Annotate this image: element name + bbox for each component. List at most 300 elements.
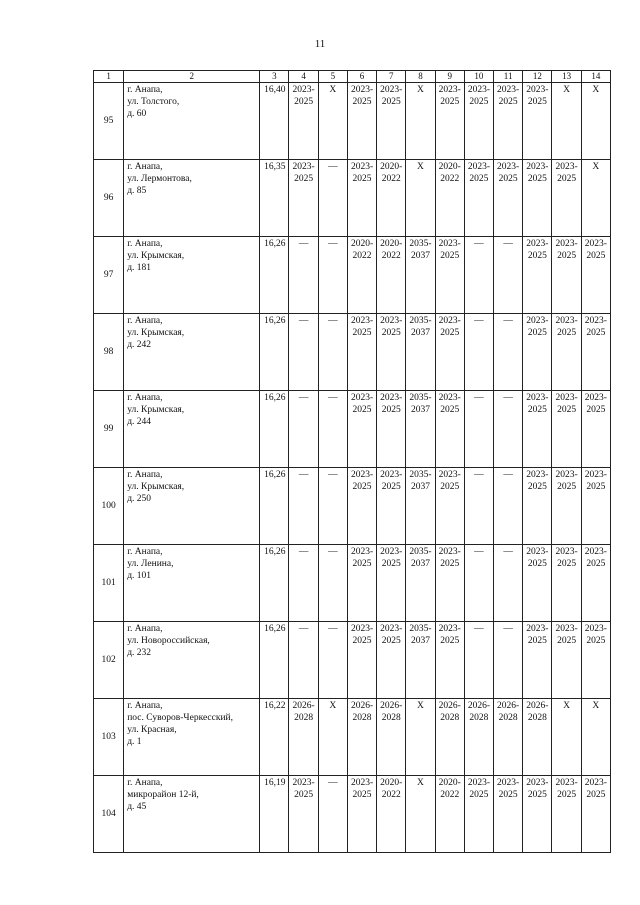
- period-cell: [581, 237, 610, 314]
- address-line: д. 101: [127, 571, 152, 581]
- period-line: 2023-: [350, 778, 374, 788]
- period-cell: [523, 699, 552, 776]
- period-line: 2023-: [438, 470, 461, 480]
- period-cell: [552, 237, 581, 314]
- row-number: 100: [94, 468, 124, 545]
- row-number: 98: [94, 314, 124, 391]
- period-line: 2023-: [380, 85, 403, 95]
- period-line: 2023-: [526, 316, 549, 326]
- period-line: 2023-: [438, 85, 461, 95]
- period-line: 2028: [381, 713, 401, 723]
- period-line: —: [474, 624, 484, 634]
- period-line: 2023-: [350, 393, 374, 403]
- period-line: 2025: [440, 251, 460, 261]
- period-cell: [377, 83, 406, 160]
- period-line: —: [503, 316, 513, 326]
- page-number: 11: [314, 38, 326, 50]
- period-line: 2025: [440, 482, 460, 492]
- period-cell: [464, 314, 493, 391]
- period-cell: [435, 83, 464, 160]
- period-line: 2026-: [380, 701, 403, 711]
- period-line: —: [503, 470, 513, 480]
- period-line: 2025: [352, 482, 372, 492]
- period-line: 2025: [557, 559, 577, 569]
- period-cell: [494, 237, 523, 314]
- period-cell: [523, 391, 552, 468]
- period-line: 2023-: [350, 547, 374, 557]
- period-line: 2023-: [555, 162, 578, 172]
- period-cell: [377, 776, 406, 853]
- period-cell: [347, 468, 376, 545]
- period-cell: [581, 468, 610, 545]
- period-line: 2037: [410, 636, 430, 646]
- period-line: 2025: [440, 328, 460, 338]
- period-line: —: [503, 239, 513, 249]
- period-line: —: [328, 316, 338, 326]
- period-line: 2028: [469, 713, 489, 723]
- address-line: г. Анапа,: [127, 316, 163, 326]
- table-row: [94, 622, 611, 699]
- period-line: 2025: [352, 97, 372, 107]
- period-cell: [464, 468, 493, 545]
- period-line: 2025: [527, 559, 547, 569]
- period-cell: [318, 83, 347, 160]
- period-line: 2020-: [350, 239, 374, 249]
- period-line: 2023-: [467, 162, 490, 172]
- period-cell: [347, 391, 376, 468]
- table-row: [94, 776, 611, 853]
- period-cell: [406, 545, 435, 622]
- period-line: X: [563, 85, 570, 95]
- period-line: 2025: [381, 97, 401, 107]
- period-line: 2023-: [584, 624, 607, 634]
- address-line: г. Анапа,: [127, 239, 163, 249]
- period-line: 2022: [381, 174, 401, 184]
- address-line: ул. Крымская,: [127, 251, 185, 261]
- address-line: ул. Новороссийская,: [127, 636, 210, 646]
- period-cell: [406, 391, 435, 468]
- period-line: 2025: [527, 97, 547, 107]
- period-line: 2025: [586, 251, 606, 261]
- period-line: 2023-: [292, 85, 315, 95]
- period-line: 2023-: [438, 239, 461, 249]
- period-line: 2025: [586, 790, 606, 800]
- period-line: —: [298, 316, 309, 326]
- period-line: 2035-: [409, 624, 432, 634]
- address-cell: [124, 699, 260, 776]
- period-line: 2023-: [526, 393, 549, 403]
- period-cell: [318, 545, 347, 622]
- period-line: 2025: [557, 174, 577, 184]
- period-line: 2025: [498, 790, 518, 800]
- row-number: 104: [94, 776, 124, 853]
- period-cell: [552, 699, 581, 776]
- period-cell: [318, 391, 347, 468]
- period-line: 2023-: [584, 239, 607, 249]
- period-cell: [552, 468, 581, 545]
- period-line: 2025: [440, 636, 460, 646]
- period-line: 2023-: [380, 624, 403, 634]
- period-line: X: [592, 85, 600, 95]
- period-cell: [406, 468, 435, 545]
- period-cell: [581, 699, 610, 776]
- address-line: г. Анапа,: [127, 701, 163, 711]
- period-line: 2026-: [497, 701, 520, 711]
- column-header: 2: [124, 71, 260, 83]
- period-cell: [347, 314, 376, 391]
- period-line: —: [474, 316, 484, 326]
- period-line: 2023-: [350, 316, 374, 326]
- period-line: —: [328, 547, 338, 557]
- period-cell: [289, 545, 318, 622]
- value-cell: 16,40: [260, 83, 289, 160]
- address-line: г. Анапа,: [127, 393, 163, 403]
- period-cell: [289, 699, 318, 776]
- period-line: 2023-: [438, 624, 461, 634]
- address-cell: [124, 83, 260, 160]
- period-line: 2023-: [350, 85, 374, 95]
- period-cell: [552, 776, 581, 853]
- period-line: 2035-: [409, 393, 432, 403]
- address-line: д. 244: [127, 417, 152, 427]
- period-line: 2023-: [584, 393, 607, 403]
- period-cell: [377, 237, 406, 314]
- period-line: X: [592, 162, 600, 172]
- period-cell: [435, 776, 464, 853]
- column-header: 7: [377, 71, 406, 83]
- period-cell: [552, 545, 581, 622]
- address-line: д. 45: [127, 802, 147, 812]
- period-line: 2026-: [526, 701, 549, 711]
- address-cell: [124, 237, 260, 314]
- period-line: 2025: [557, 328, 577, 338]
- address-cell: [124, 314, 260, 391]
- period-line: 2025: [557, 251, 577, 261]
- period-line: 2026-: [438, 701, 461, 711]
- period-line: 2035-: [409, 470, 432, 480]
- row-number: 95: [94, 83, 124, 160]
- period-cell: [494, 776, 523, 853]
- period-line: 2023-: [380, 470, 403, 480]
- row-number: 102: [94, 622, 124, 699]
- period-line: —: [503, 547, 513, 557]
- period-line: 2028: [498, 713, 518, 723]
- value-cell: 16,19: [260, 776, 289, 853]
- period-line: 2022: [440, 790, 460, 800]
- period-line: —: [298, 239, 309, 249]
- period-cell: [581, 545, 610, 622]
- period-line: 2023-: [380, 393, 403, 403]
- period-line: 2023-: [292, 778, 315, 788]
- period-cell: [289, 776, 318, 853]
- address-line: г. Анапа,: [127, 547, 163, 557]
- period-line: X: [417, 778, 424, 788]
- table-row: [94, 391, 611, 468]
- period-line: 2023-: [526, 624, 549, 634]
- period-line: 2035-: [409, 316, 432, 326]
- period-cell: [406, 699, 435, 776]
- period-line: 2026-: [350, 701, 374, 711]
- period-cell: [377, 699, 406, 776]
- address-line: ул. Ленина,: [127, 559, 174, 569]
- period-line: 2025: [557, 482, 577, 492]
- address-line: д. 232: [127, 648, 152, 658]
- column-header: 3: [260, 71, 289, 83]
- value-cell: 16,26: [260, 622, 289, 699]
- period-line: —: [503, 624, 513, 634]
- period-cell: [494, 83, 523, 160]
- period-cell: [406, 314, 435, 391]
- period-line: 2025: [381, 636, 401, 646]
- period-line: 2037: [410, 251, 430, 261]
- table-header-row: [94, 71, 611, 83]
- period-line: 2025: [557, 790, 577, 800]
- period-cell: [289, 391, 318, 468]
- period-cell: [435, 545, 464, 622]
- period-line: 2025: [527, 174, 547, 184]
- period-cell: [289, 237, 318, 314]
- period-cell: [464, 160, 493, 237]
- address-line: ул. Крымская,: [127, 482, 185, 492]
- address-line: д. 242: [127, 340, 152, 350]
- address-line: д. 60: [127, 109, 147, 119]
- period-cell: [347, 83, 376, 160]
- row-number: 99: [94, 391, 124, 468]
- table-row: [94, 160, 611, 237]
- row-number: 101: [94, 545, 124, 622]
- period-cell: [377, 314, 406, 391]
- period-line: —: [298, 393, 309, 403]
- period-line: 2028: [440, 713, 460, 723]
- value-cell: 16,26: [260, 391, 289, 468]
- period-cell: [406, 237, 435, 314]
- period-line: 2025: [440, 97, 460, 107]
- value-cell: 16,26: [260, 468, 289, 545]
- period-cell: [552, 314, 581, 391]
- period-line: 2035-: [409, 239, 432, 249]
- period-line: 2023-: [497, 778, 520, 788]
- period-cell: [406, 83, 435, 160]
- address-line: ул. Крымская,: [127, 328, 185, 338]
- period-line: —: [474, 470, 484, 480]
- period-line: 2025: [557, 636, 577, 646]
- period-line: 2025: [527, 405, 547, 415]
- period-line: 2025: [527, 328, 547, 338]
- period-line: 2023-: [555, 624, 578, 634]
- period-line: 2025: [527, 251, 547, 261]
- period-cell: [581, 391, 610, 468]
- period-line: —: [328, 393, 338, 403]
- period-line: —: [474, 547, 484, 557]
- period-line: —: [298, 547, 309, 557]
- period-line: 2023-: [350, 624, 374, 634]
- period-line: 2023-: [438, 316, 461, 326]
- period-line: 2023-: [350, 162, 374, 172]
- period-cell: [552, 83, 581, 160]
- period-cell: [377, 160, 406, 237]
- period-line: 2022: [352, 251, 372, 261]
- period-line: 2020-: [380, 162, 403, 172]
- period-cell: [523, 545, 552, 622]
- column-header: 5: [318, 71, 347, 83]
- address-line: д. 250: [127, 494, 152, 504]
- period-cell: [581, 622, 610, 699]
- column-header: 14: [581, 71, 610, 83]
- period-line: 2023-: [526, 239, 549, 249]
- period-line: 2025: [440, 405, 460, 415]
- period-cell: [435, 160, 464, 237]
- period-cell: [435, 468, 464, 545]
- period-line: 2025: [352, 559, 372, 569]
- period-cell: [347, 776, 376, 853]
- period-cell: [318, 237, 347, 314]
- column-header: 4: [289, 71, 318, 83]
- period-cell: [581, 776, 610, 853]
- address-line: г. Анапа,: [127, 470, 163, 480]
- period-line: 2023-: [467, 778, 490, 788]
- period-line: 2025: [352, 790, 372, 800]
- address-line: ул. Красная,: [127, 725, 177, 735]
- period-line: 2025: [586, 405, 606, 415]
- period-cell: [464, 237, 493, 314]
- period-line: —: [328, 778, 338, 788]
- period-cell: [552, 160, 581, 237]
- period-cell: [494, 699, 523, 776]
- period-cell: [464, 699, 493, 776]
- period-cell: [377, 545, 406, 622]
- period-line: 2023-: [380, 316, 403, 326]
- column-header: 8: [406, 71, 435, 83]
- period-cell: [581, 160, 610, 237]
- address-line: д. 181: [127, 263, 152, 273]
- period-cell: [347, 622, 376, 699]
- period-line: 2037: [410, 328, 430, 338]
- period-cell: [523, 776, 552, 853]
- period-line: 2023-: [555, 393, 578, 403]
- period-line: 2023-: [555, 470, 578, 480]
- period-cell: [318, 622, 347, 699]
- period-line: 2023-: [584, 316, 607, 326]
- period-line: 2025: [527, 636, 547, 646]
- period-cell: [318, 314, 347, 391]
- period-cell: [318, 699, 347, 776]
- period-line: —: [503, 393, 513, 403]
- value-cell: 16,26: [260, 545, 289, 622]
- period-line: 2023-: [438, 547, 461, 557]
- period-line: —: [328, 239, 338, 249]
- period-cell: [435, 237, 464, 314]
- period-line: 2025: [469, 97, 489, 107]
- address-line: пос. Суворов-Черкесский,: [127, 713, 233, 723]
- period-line: 2025: [557, 405, 577, 415]
- period-line: 2025: [527, 482, 547, 492]
- address-cell: [124, 468, 260, 545]
- period-cell: [523, 83, 552, 160]
- period-cell: [289, 83, 318, 160]
- period-cell: [523, 160, 552, 237]
- period-line: 2023-: [555, 778, 578, 788]
- period-cell: [523, 622, 552, 699]
- table-row: [94, 468, 611, 545]
- period-cell: [523, 468, 552, 545]
- period-cell: [377, 391, 406, 468]
- value-cell: 16,22: [260, 699, 289, 776]
- period-line: 2025: [352, 405, 372, 415]
- period-line: 2025: [352, 174, 372, 184]
- column-header: 9: [435, 71, 464, 83]
- period-line: 2023-: [380, 547, 403, 557]
- period-line: —: [298, 470, 309, 480]
- address-line: г. Анапа,: [127, 85, 163, 95]
- period-line: 2022: [381, 251, 401, 261]
- period-cell: [318, 468, 347, 545]
- period-line: 2025: [586, 482, 606, 492]
- period-line: 2035-: [409, 547, 432, 557]
- period-cell: [464, 622, 493, 699]
- column-header: 1: [94, 71, 124, 83]
- period-cell: [494, 545, 523, 622]
- period-line: X: [329, 701, 337, 711]
- period-line: 2028: [294, 713, 314, 723]
- period-line: 2023-: [584, 470, 607, 480]
- period-line: 2025: [381, 405, 401, 415]
- register-table: [93, 70, 611, 853]
- period-cell: [523, 314, 552, 391]
- row-number: 96: [94, 160, 124, 237]
- period-line: 2028: [352, 713, 372, 723]
- address-line: ул. Толстого,: [127, 97, 180, 107]
- column-header: 6: [347, 71, 376, 83]
- period-cell: [435, 622, 464, 699]
- period-line: 2025: [586, 636, 606, 646]
- period-cell: [494, 314, 523, 391]
- period-cell: [318, 776, 347, 853]
- period-cell: [435, 391, 464, 468]
- period-line: 2023-: [526, 85, 549, 95]
- period-line: —: [328, 470, 338, 480]
- period-line: 2026-: [292, 701, 315, 711]
- period-cell: [494, 391, 523, 468]
- address-line: микрорайон 12-й,: [127, 790, 199, 800]
- period-line: —: [328, 624, 338, 634]
- value-cell: 16,35: [260, 160, 289, 237]
- period-cell: [581, 314, 610, 391]
- period-cell: [289, 622, 318, 699]
- period-line: 2025: [294, 790, 314, 800]
- address-line: г. Анапа,: [127, 778, 163, 788]
- period-line: X: [417, 701, 424, 711]
- address-line: ул. Крымская,: [127, 405, 185, 415]
- column-header: 13: [552, 71, 581, 83]
- address-cell: [124, 160, 260, 237]
- period-cell: [347, 545, 376, 622]
- period-cell: [523, 237, 552, 314]
- period-cell: [347, 237, 376, 314]
- period-line: —: [298, 624, 309, 634]
- period-line: 2023-: [526, 547, 549, 557]
- period-cell: [464, 545, 493, 622]
- period-line: 2025: [586, 559, 606, 569]
- period-cell: [289, 314, 318, 391]
- period-line: X: [592, 701, 600, 711]
- period-line: 2025: [381, 482, 401, 492]
- period-line: 2020-: [380, 239, 403, 249]
- period-line: 2025: [294, 97, 314, 107]
- value-cell: 16,26: [260, 314, 289, 391]
- period-line: 2025: [469, 174, 489, 184]
- period-cell: [377, 468, 406, 545]
- row-number: 103: [94, 699, 124, 776]
